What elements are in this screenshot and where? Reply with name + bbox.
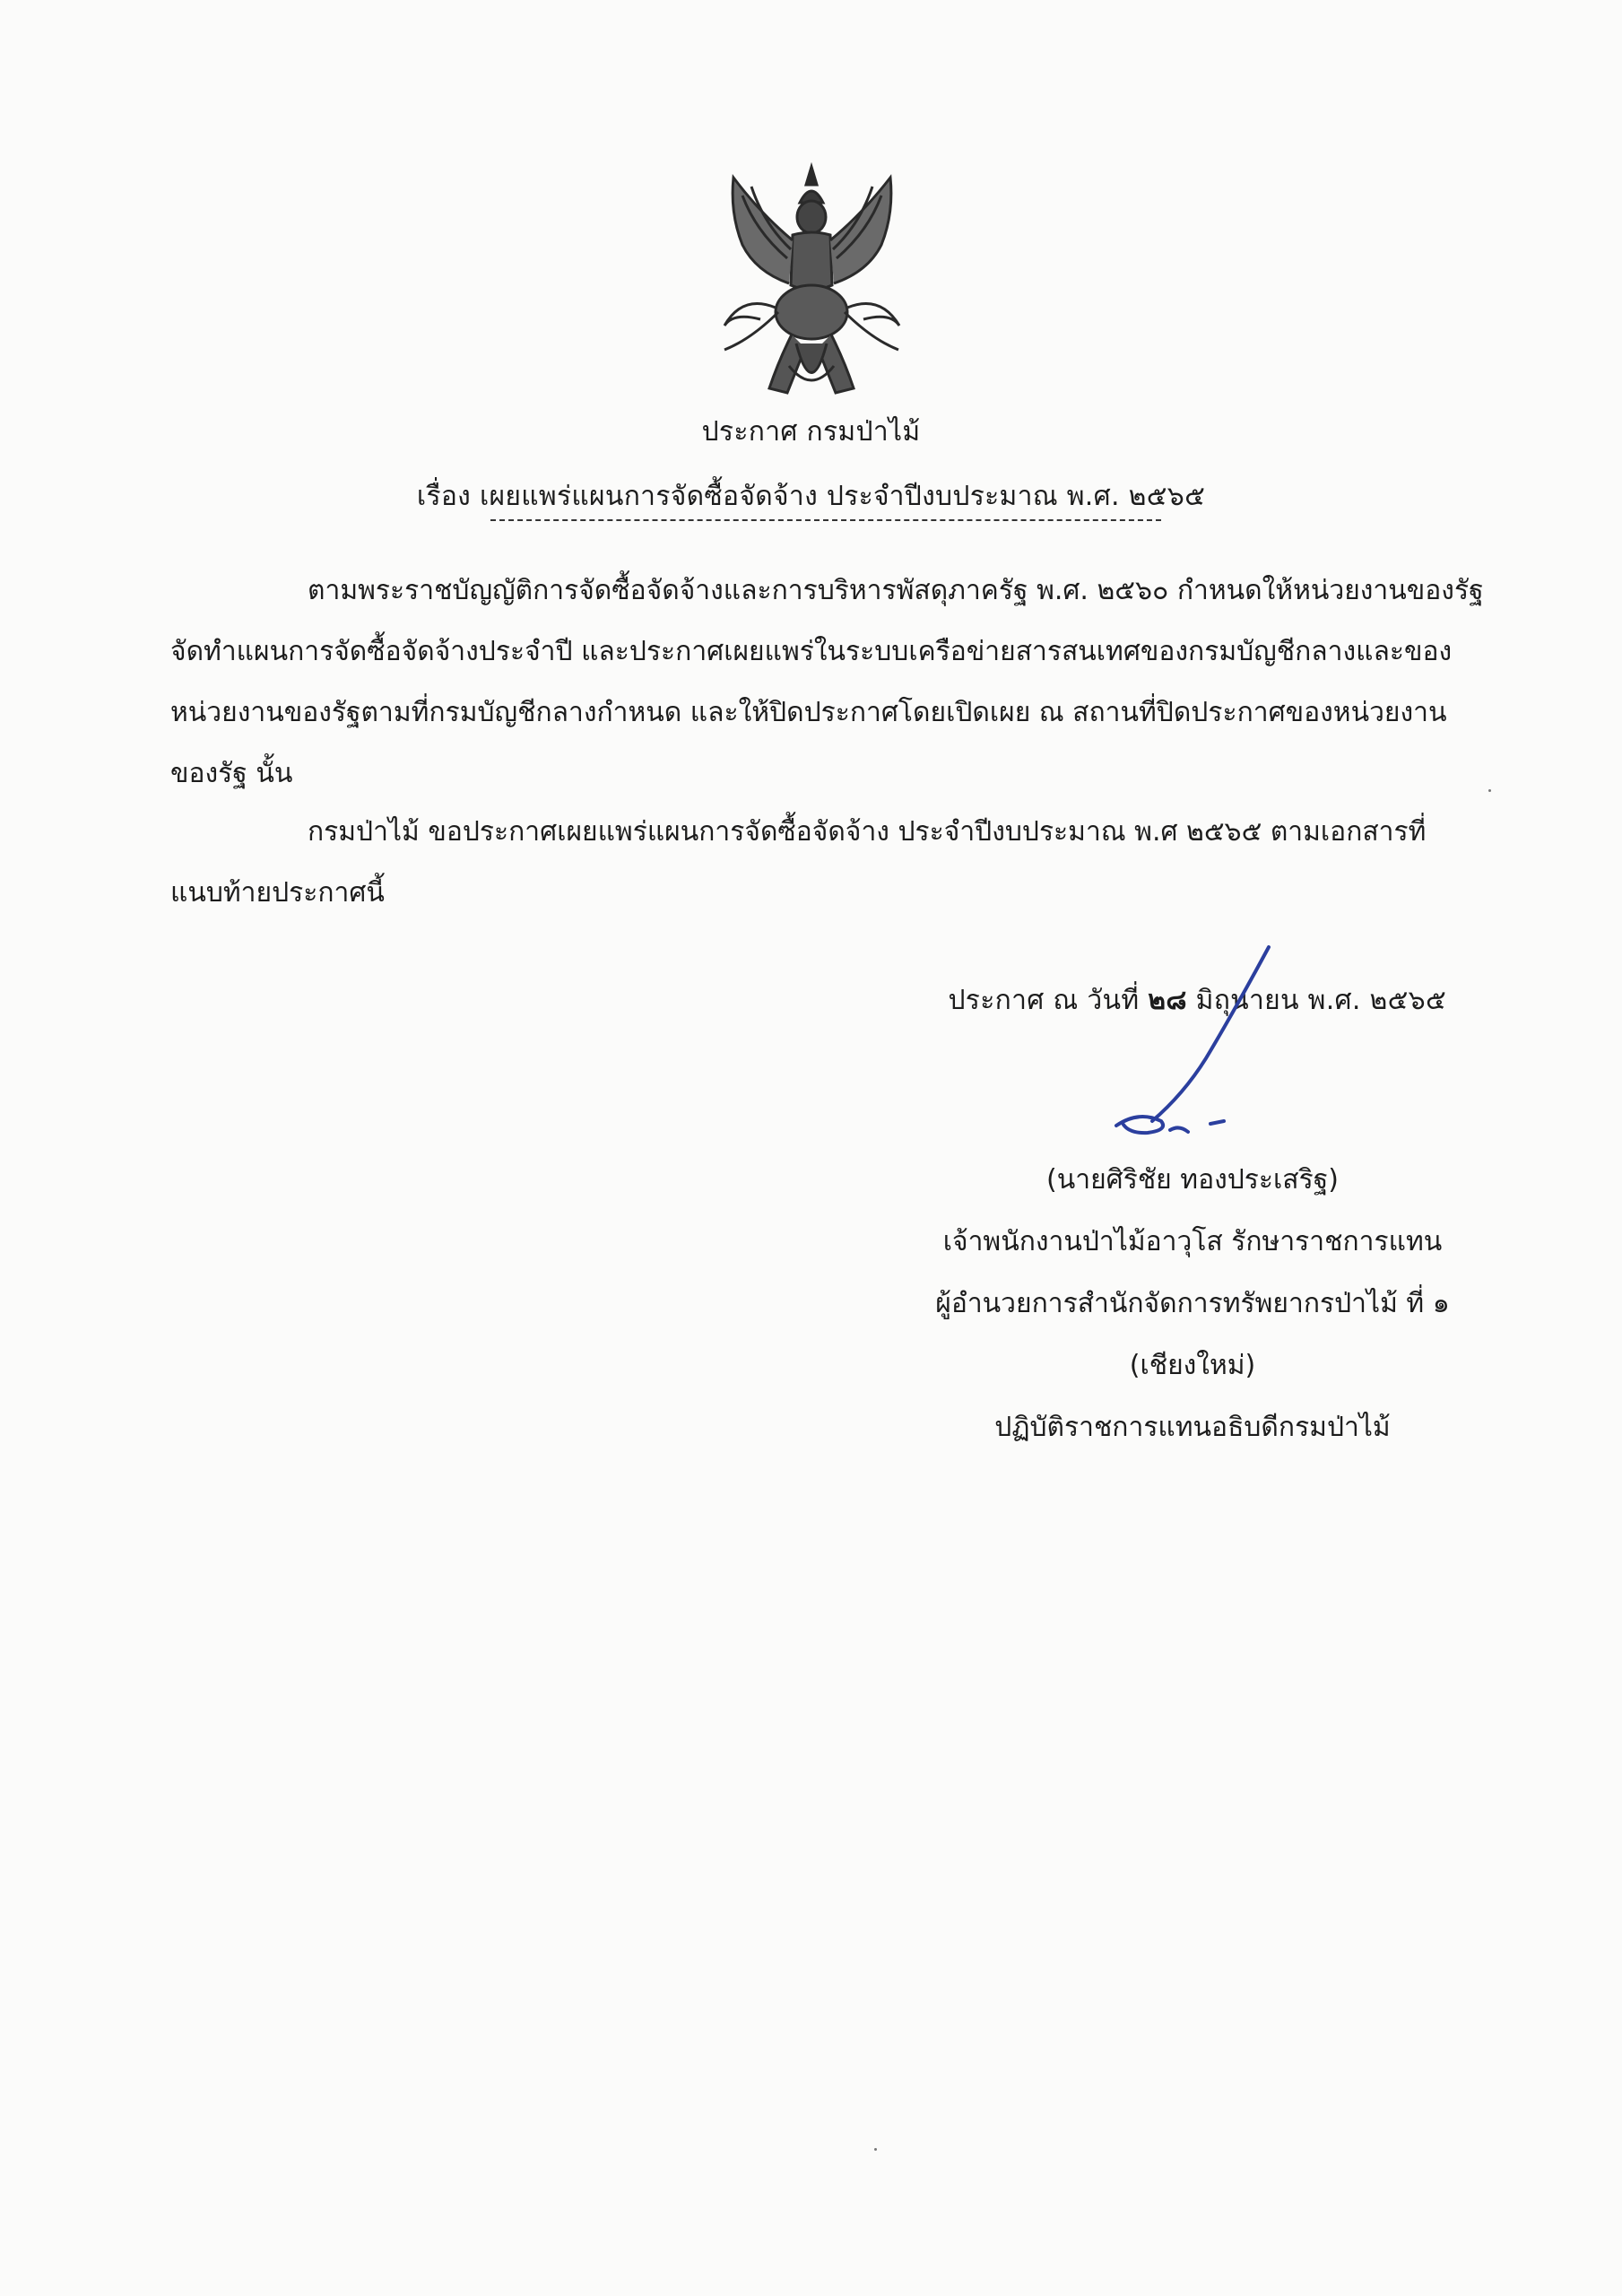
signatory-position: ปฏิบัติราชการแทนอธิบดีกรมป่าไม้ bbox=[994, 1412, 1391, 1443]
signatory-position: ผู้อำนวยการสำนักจัดการทรัพยากรป่าไม้ ที่ ๑ bbox=[935, 1288, 1450, 1319]
paragraph-1-line: ตามพระราชบัญญัติการจัดซื้อจัดจ้างและการบริหารพัสดุภาครัฐ พ.ศ. ๒๕๖๐ กำหนดให้หน่วยงานของรัฐ bbox=[308, 575, 1484, 606]
paragraph-2-line: กรมป่าไม้ ขอประกาศเผยแพร่แผนการจัดซื้อจัดจ้าง ประจำปีงบประมาณ พ.ศ ๒๕๖๕ ตามเอกสารที่ bbox=[308, 816, 1427, 848]
paragraph-2 bbox=[170, 814, 1445, 936]
paragraph-2-line: แนบท้ายประกาศนี้ bbox=[170, 877, 385, 909]
garuda-emblem-icon bbox=[707, 160, 917, 402]
signatory-name: (นายศิริชัย ทองประเสริฐ) bbox=[1046, 1164, 1339, 1196]
paragraph-1-line: จัดทำแผนการจัดซื้อจัดจ้างประจำปี และประกาศเผยแพร่ในระบบเครือข่ายสารสนเทศของกรมบัญชีกลางและของ bbox=[170, 636, 1453, 667]
page-title: ประกาศ กรมป่าไม้ bbox=[701, 416, 921, 448]
subject-line: เรื่อง เผยแพร่แผนการจัดซื้อจัดจ้าง ประจำปีงบประมาณ พ.ศ. ๒๕๖๕ bbox=[416, 481, 1206, 512]
date-day: ๒๘ bbox=[1148, 985, 1187, 1016]
scan-speck bbox=[874, 2148, 877, 2151]
paragraph-1-line: หน่วยงานของรัฐตามที่กรมบัญชีกลางกำหนด และให้ปิดประกาศโดยเปิดเผย ณ สถานที่ปิดประกาศของหน่วยงาน bbox=[170, 697, 1447, 728]
signatory-position: (เชียงใหม่) bbox=[1129, 1350, 1256, 1381]
paragraph-1 bbox=[170, 573, 1484, 817]
handwritten-signature bbox=[1098, 942, 1278, 1139]
paragraph-1-line: ของรัฐ นั้น bbox=[170, 758, 293, 789]
date-suffix: มิถุนายน พ.ศ. ๒๕๖๕ bbox=[1186, 985, 1446, 1016]
date-prefix: ประกาศ ณ วันที่ bbox=[948, 985, 1149, 1016]
signatory-block bbox=[897, 1162, 1488, 1472]
scan-speck bbox=[1488, 789, 1491, 792]
signatory-position: เจ้าพนักงานป่าไม้อาวุโส รักษาราชการแทน bbox=[942, 1226, 1443, 1257]
dashed-divider bbox=[490, 519, 1161, 521]
